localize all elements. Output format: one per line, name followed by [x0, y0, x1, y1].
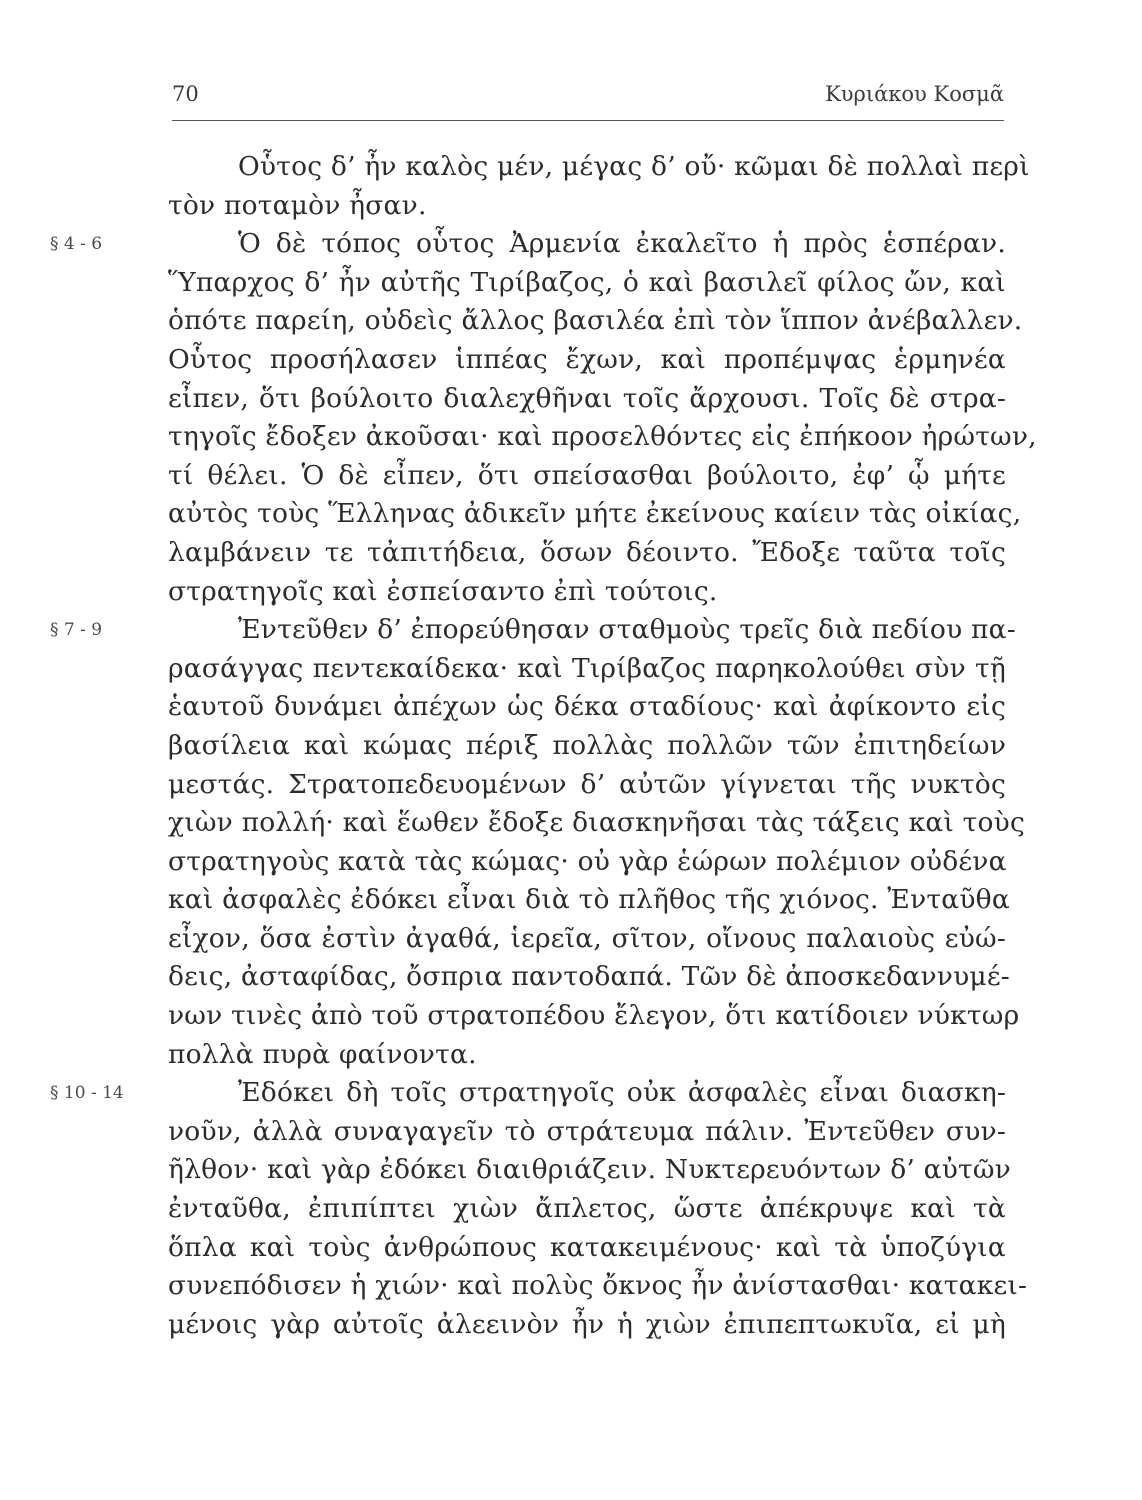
text-line	[50, 611, 1016, 650]
body-text	[50, 148, 1037, 1344]
text-line: τὸν ποταμὸν ἦσαν.	[168, 189, 427, 221]
text-line	[50, 225, 1006, 264]
text-line-content: Ἐντεῦθεν δ’ ἐπορεύθησαν σταθμοὺς τρεῖς διὰ πεδίου πα-	[238, 614, 1016, 646]
text-line: στρατηγοῖς καὶ ἐσπείσαντο ἐπὶ τούτοις.	[168, 575, 718, 607]
text-line: μένοις γὰρ αὐτοῖς ἀλεεινὸν ἦν ἡ χιὼν ἐπιπεπτωκυῖα, εἰ μὴ	[168, 1308, 1006, 1340]
text-line-content: Ἐδόκει δὴ τοῖς στρατηγοῖς οὐκ ἀσφαλὲς εἶναι διασκη-	[238, 1077, 1006, 1109]
text-line: χιὼν πολλή· καὶ ἕωθεν ἔδοξε διασκηνῆσαι τὰς τάξεις καὶ τοὺς	[168, 807, 1026, 839]
section-reference: § 10 - 14	[50, 1083, 124, 1104]
text-line: εἶπεν, ὅτι βούλοιτο διαλεχθῆναι τοῖς ἄρχουσι. Τοῖς δὲ στρα-	[168, 382, 1006, 414]
text-line: Ὕπαρχος δ’ ἦν αὐτῆς Τιρίβαζος, ὁ καὶ βασιλεῖ φίλος ὤν, καὶ	[168, 266, 1006, 298]
text-line: εἶχον, ὅσα ἐστὶν ἀγαθά, ἱερεῖα, σῖτον, οἴνους παλαιοὺς εὐώ-	[168, 922, 1006, 954]
text-line	[50, 1074, 1006, 1113]
text-line: ῆλθον· καὶ γὰρ ἐδόκει διαιθριάζειν. Νυκτερευόντων δ’ αὐτῶν	[168, 1154, 1011, 1186]
text-line: καὶ ἀσφαλὲς ἐδόκει εἶναι διὰ τὸ πλῆθος τῆς χιόνος. Ἐνταῦθα	[168, 884, 1010, 916]
text-line: πολλὰ πυρὰ φαίνοντα.	[168, 1038, 477, 1070]
page-number: 70	[172, 82, 199, 106]
text-line: Οὗτος προσήλασεν ἱππέας ἔχων, καὶ προπέμψας ἑρμηνέα	[168, 343, 1006, 375]
text-line: μεστάς. Στρατοπεδευομένων δ’ αὐτῶν γίγνεται τῆς νυκτὸς	[168, 768, 1006, 800]
page-header	[172, 82, 1004, 114]
section-reference: § 4 - 6	[50, 234, 103, 255]
text-line: στρατηγοὺς κατὰ τὰς κώμας· οὐ γὰρ ἑώρων πολέμιον οὐδένα	[168, 845, 1007, 877]
text-line: νοῦν, ἀλλὰ συναγαγεῖν τὸ στράτευμα πάλιν. Ἐντεῦθεν συν-	[168, 1115, 1006, 1147]
text-line: λαμβάνειν τε τἀπιτήδεια, ὅσων δέοιντο. Ἔδοξε ταῦτα τοῖς	[168, 536, 1006, 568]
header-rule	[172, 120, 1004, 121]
text-line: ὁπότε παρείη, οὐδεὶς ἄλλος βασιλέα ἐπὶ τὸν ἵππον ἀνέβαλλεν.	[168, 305, 1023, 337]
text-line: συνεπόδισεν ἡ χιών· καὶ πολὺς ὄκνος ἦν ἀνίστασθαι· κατακει-	[168, 1270, 1028, 1302]
section-reference: § 7 - 9	[50, 620, 103, 641]
text-line: αὐτὸς τοὺς Ἕλληνας ἀδικεῖν μήτε ἐκείνους καίειν τὰς οἰκίας,	[168, 498, 1022, 530]
text-line-content: Ὁ δὲ τόπος οὗτος Ἀρμενία ἐκαλεῖτο ἡ πρὸς ἑσπέραν.	[238, 228, 1006, 260]
text-line: τηγοῖς ἔδοξεν ἀκοῦσαι· καὶ προσελθόντες εἰς ἐπήκοον ἠρώτων,	[168, 421, 1037, 453]
text-line: ἐνταῦθα, ἐπιπίπτει χιὼν ἄπλετος, ὥστε ἀπέκρυψε καὶ τὰ	[168, 1193, 1006, 1225]
text-line: ἑαυτοῦ δυνάμει ἀπέχων ὡς δέκα σταδίους· καὶ ἀφίκοντο εἰς	[168, 691, 1006, 723]
text-line: Οὗτος δ’ ἦν καλὸς μέν, μέγας δ’ οὔ· κῶμαι δὲ πολλαὶ περὶ	[238, 151, 1030, 182]
text-line: δεις, ἀσταφίδας, ὄσπρια παντοδαπά. Τῶν δὲ ἀποσκεδαννυμέ-	[168, 961, 1010, 993]
running-title: Κυριάκου Κοσμᾶ	[825, 82, 1004, 106]
text-line: τί θέλει. Ὁ δὲ εἶπεν, ὅτι σπείσασθαι βούλοιτο, ἐφ’ ᾧ μήτε	[168, 459, 1006, 491]
text-line: ὅπλα καὶ τοὺς ἀνθρώπους κατακειμένους· καὶ τὰ ὑποζύγια	[168, 1231, 1006, 1263]
text-line: νων τινὲς ἀπὸ τοῦ στρατοπέδου ἔλεγον, ὅτι κατίδοιεν νύκτωρ	[168, 1000, 1020, 1032]
text-line: ρασάγγας πεντεκαίδεκα· καὶ Τιρίβαζος παρηκολούθει σὺν τῇ	[168, 652, 1006, 684]
text-line: βασίλεια καὶ κώμας πέριξ πολλὰς πολλῶν τῶν ἐπιτηδείων	[168, 729, 1006, 761]
